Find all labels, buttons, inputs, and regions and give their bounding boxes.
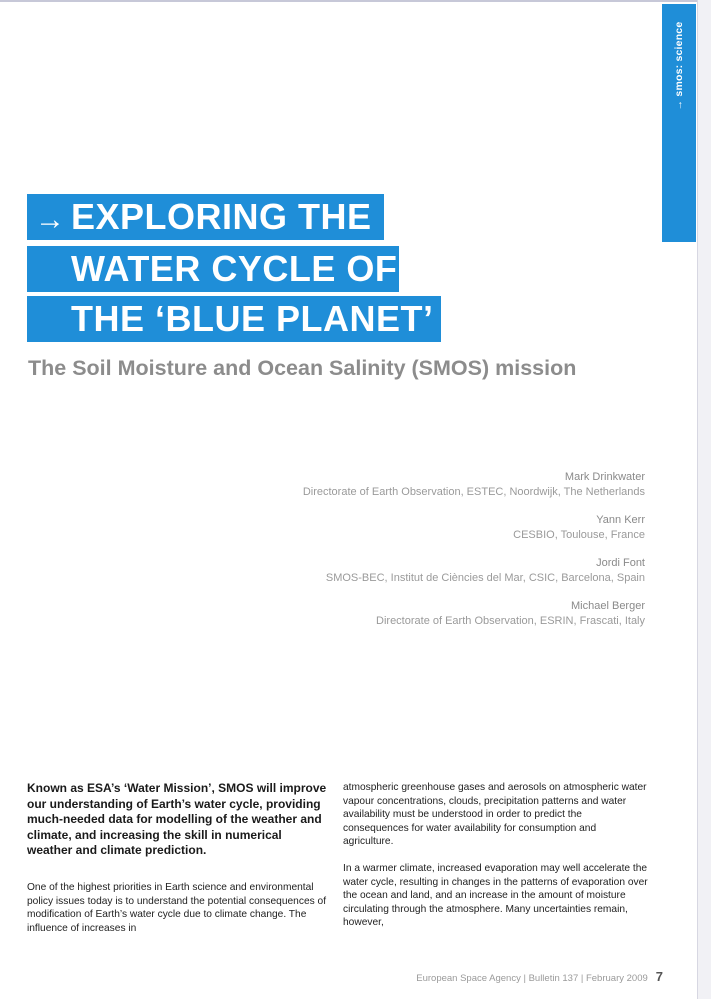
author-name: Michael Berger (571, 600, 645, 612)
author-affiliation: Directorate of Earth Observation, ESTEC, Noordwijk, The Netherlands (302, 486, 645, 498)
author-name: Yann Kerr (596, 514, 645, 526)
title-arrow-icon: → (35, 203, 66, 236)
footer-publication: European Space Agency | Bulletin 137 | February 2009 (416, 973, 648, 984)
author-entry (225, 470, 645, 500)
page-right-edge (697, 0, 711, 999)
page-number: 7 (655, 969, 663, 984)
article-title-line-2: WATER CYCLE OF (27, 246, 399, 292)
author-name: Jordi Font (596, 557, 645, 569)
author-entry (225, 513, 645, 543)
author-list (225, 470, 645, 642)
body-paragraph: atmospheric greenhouse gases and aerosols on atmospheric water vapour concentrations, clouds, precipitation patterns and water availability must be understood in order to predict the consequences for water availability for consumption and agriculture. (343, 782, 647, 848)
article-title-line-1 (27, 194, 384, 240)
page-footer (416, 968, 663, 986)
section-side-tab (662, 4, 696, 242)
author-entry (225, 599, 645, 629)
author-entry (225, 556, 645, 586)
body-paragraph: One of the highest priorities in Earth science and environmental policy issues today is to understand the potential consequences of modification of Earth’s water cycle due to climate change. The influence of increases in (27, 881, 327, 934)
author-affiliation: CESBIO, Toulouse, France (513, 529, 645, 541)
article-subtitle: The Soil Moisture and Ocean Salinity (SMOS) mission (28, 356, 577, 380)
body-column-left (27, 781, 329, 947)
author-affiliation: SMOS-BEC, Institut de Ciències del Mar, CSIC, Barcelona, Spain (325, 572, 645, 584)
body-column-right (343, 781, 648, 943)
section-side-tab-label: → smos: science (673, 21, 685, 111)
author-affiliation: Directorate of Earth Observation, ESRIN, Frascati, Italy (376, 615, 645, 627)
body-paragraph: In a warmer climate, increased evaporation may well accelerate the water cycle, resulting in changes in the patterns of evaporation over the ocean and land, and an increase in the amount of moisture circulating through the atmosphere. Many uncertainties remain, however, (343, 862, 648, 929)
article-title-text-1: EXPLORING THE (71, 196, 372, 237)
article-title-line-3: THE ‘BLUE PLANET’ (27, 296, 441, 342)
lead-paragraph: Known as ESA’s ‘Water Mission’, SMOS will improve our understanding of Earth’s water cycle, providing much-needed data for modelling of the weather and climate, and increasing the skill in numerical weather and climate prediction. (27, 781, 327, 858)
page-top-edge (0, 0, 711, 2)
author-name: Mark Drinkwater (564, 471, 645, 483)
